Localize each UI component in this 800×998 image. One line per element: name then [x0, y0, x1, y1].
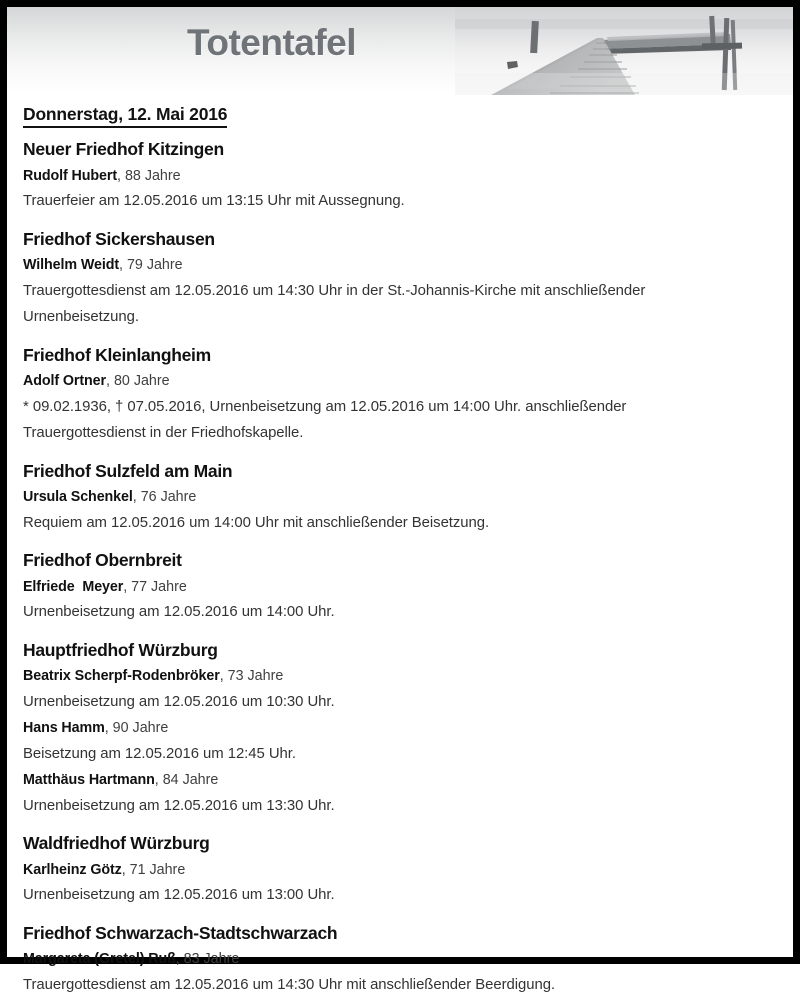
page-title: Totentafel [187, 22, 357, 63]
entry-detail-line: Trauerfeier am 12.05.2016 um 13:15 Uhr mit Aussegnung. [23, 193, 405, 210]
person-name: Adolf Ortner [23, 373, 106, 389]
entry-detail-line: Trauergottesdienst am 12.05.2016 um 14:30 Uhr in der St.-Johannis-Kirche mit anschließender Urnenbeisetzung. [23, 282, 646, 326]
cemetery-block [23, 137, 777, 214]
entry-detail-line: Urnenbeisetzung am 12.05.2016 um 13:00 Uhr. [23, 887, 335, 904]
entry-person-line [23, 716, 777, 741]
death-notice-entry [23, 947, 777, 998]
person-age: , 71 Jahre [121, 861, 186, 878]
person-age: , 79 Jahre [119, 256, 183, 273]
death-notice-entry [23, 164, 777, 215]
section-divider [23, 449, 777, 459]
entry-person-line [23, 485, 777, 510]
person-age: , 80 Jahre [106, 373, 170, 389]
cemetery-block [23, 638, 777, 820]
person-name: Elfriede Meyer [23, 578, 124, 595]
death-notice-entry [23, 858, 777, 909]
cemetery-name: Waldfriedhof Würzburg [23, 833, 210, 854]
entry-detail-line: * 09.02.1936, † 07.05.2016, Urnenbeisetzung am 12.05.2016 um 14:00 Uhr. anschließender Trauergottesdienst in der Friedhofskapelle. [23, 398, 627, 442]
person-name: Rudolf Hubert [23, 167, 117, 184]
person-age: , 83 Jahre [175, 951, 240, 968]
date-heading: Donnerstag, 12. Mai 2016 [23, 104, 227, 128]
death-notice-entry [23, 369, 777, 447]
entry-person-line [23, 664, 777, 689]
person-name: Ursula Schenkel [23, 489, 133, 506]
cemetery-block [23, 548, 777, 625]
cemetery-name: Hauptfriedhof Würzburg [23, 639, 218, 660]
cemetery-name: Friedhof Schwarzach-Stadtschwarzach [23, 922, 338, 943]
section-divider [23, 911, 777, 921]
entry-detail-line: Trauergottesdienst am 12.05.2016 um 14:30 Uhr mit anschließender Beerdigung. [23, 976, 556, 993]
person-age: , 88 Jahre [117, 167, 181, 184]
cemetery-block [23, 459, 777, 536]
cemetery-block [23, 921, 777, 998]
person-age: , 77 Jahre [123, 578, 187, 595]
person-age: , 84 Jahre [154, 772, 219, 789]
cemetery-name: Neuer Friedhof Kitzingen [23, 139, 224, 160]
entry-detail-line: Urnenbeisetzung am 12.05.2016 um 13:30 Uhr. [23, 797, 335, 814]
cemetery-block [23, 227, 777, 331]
entry-detail-line: Urnenbeisetzung am 12.05.2016 um 14:00 Uhr. [23, 604, 335, 621]
person-age: , 73 Jahre [219, 667, 284, 684]
person-name: Margareta (Gretel) Ruß [23, 951, 176, 968]
cemetery-name: Friedhof Kleinlangheim [23, 344, 211, 365]
cemetery-name: Friedhof Sulzfeld am Main [23, 460, 233, 481]
cemetery-name: Friedhof Sickershausen [23, 228, 215, 249]
person-age: , 90 Jahre [104, 720, 169, 737]
cemetery-name: Friedhof Obernbreit [23, 550, 182, 571]
person-name: Matthäus Hartmann [23, 772, 155, 789]
death-notice-entry [23, 768, 777, 819]
person-name: Karlheinz Götz [23, 861, 122, 878]
entry-person-line [23, 253, 777, 278]
dock-over-water-photo [455, 7, 793, 95]
section-divider [23, 333, 777, 343]
person-name: Beatrix Scherpf-Rodenbröker [23, 667, 220, 684]
cemetery-block [23, 831, 777, 908]
person-name: Hans Hamm [23, 720, 105, 737]
section-divider [23, 821, 777, 831]
entry-detail-line: Urnenbeisetzung am 12.05.2016 um 10:30 Uhr. [23, 693, 335, 710]
entry-person-line [23, 858, 777, 883]
section-divider [23, 217, 777, 227]
entry-person-line [23, 575, 777, 600]
death-notice-entry [23, 716, 777, 767]
section-divider [23, 538, 777, 548]
entry-person-line [23, 947, 777, 972]
masthead [7, 7, 793, 95]
death-notice-entry [23, 575, 777, 626]
death-notice-entry [23, 664, 777, 715]
cemetery-block [23, 343, 777, 447]
entry-person-line [23, 768, 777, 793]
person-name: Wilhelm Weidt [23, 256, 120, 273]
entry-person-line [23, 164, 777, 189]
death-notice-entry [23, 253, 777, 331]
cemetery-list [23, 137, 777, 998]
entry-detail-line: Requiem am 12.05.2016 um 14:00 Uhr mit anschließender Beisetzung. [23, 514, 490, 531]
person-age: , 76 Jahre [132, 489, 197, 506]
death-notice-entry [23, 485, 777, 536]
section-divider [23, 628, 777, 638]
notice-content [7, 95, 793, 998]
entry-detail-line: Beisetzung am 12.05.2016 um 12:45 Uhr. [23, 745, 296, 762]
entry-person-line [23, 369, 777, 394]
